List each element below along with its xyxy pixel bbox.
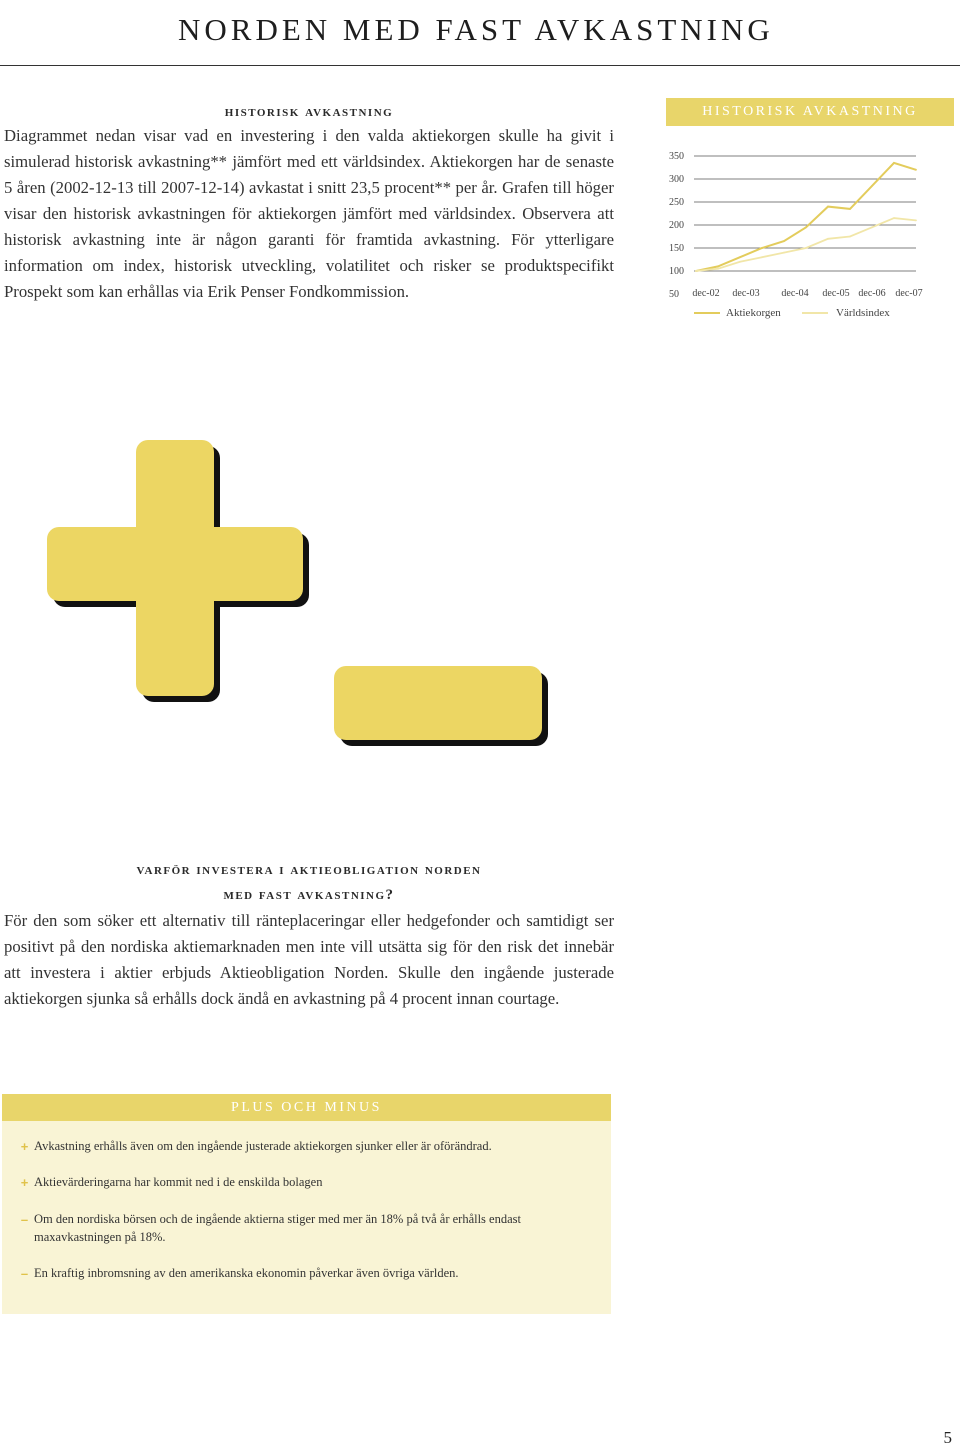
plus-minus-header: PLUS OCH MINUS bbox=[2, 1094, 611, 1121]
x-tick-label: dec-02 bbox=[692, 288, 720, 299]
chart-header: HISTORISK AVKASTNING bbox=[666, 98, 954, 126]
plus-item-text: Avkastning erhålls även om den ingående justerade aktiekorgen sjunker eller är oförändrad. bbox=[34, 1139, 492, 1153]
data-point bbox=[849, 236, 851, 238]
historical-chart bbox=[666, 98, 954, 328]
historical-paragraph: Diagrammet nedan visar vad en investering i den valda aktiekorgen skulle ha givit i simulerad historisk avkastning** jämfört med ett världsindex. Aktiekorgen har de senaste 5 åren (2002-12-13 till 2007-12-14) avkastat i snitt 23,5 procent** per år. Grafen till höger visar den historisk avkastningen för aktiekorgen jämfört med världsindex. Observera att historisk avkastning inte är någon garanti för framtida avkastning. För ytterligare information om index, historisk utveckling, volatilitet och risker se produktspecifikt Prospekt som kan erhållas via Erik Penser Fondkommission. bbox=[4, 126, 614, 301]
data-point bbox=[915, 220, 917, 222]
legend-label: Världsindex bbox=[836, 307, 890, 319]
y-tick-label: 100 bbox=[669, 266, 684, 277]
plus-symbol-icon: + bbox=[20, 1139, 29, 1154]
legend-label: Aktiekorgen bbox=[726, 307, 781, 319]
plus-minus-box bbox=[2, 1094, 611, 1314]
data-point bbox=[871, 226, 873, 228]
data-point bbox=[783, 240, 785, 242]
minus-item bbox=[20, 1210, 600, 1246]
data-point bbox=[761, 256, 763, 258]
data-point bbox=[717, 266, 719, 268]
data-point bbox=[827, 206, 829, 208]
y-tick-label: 150 bbox=[669, 243, 684, 254]
data-point bbox=[761, 247, 763, 249]
data-point bbox=[805, 247, 807, 249]
data-point bbox=[739, 261, 741, 263]
historical-section bbox=[4, 104, 614, 305]
data-point bbox=[893, 217, 895, 219]
minus-icon bbox=[334, 666, 542, 740]
minus-item-text: Om den nordiska börsen och de ingående aktierna stiger med mer än 18% på två år erhålls endast maxavkastningen på 18%. bbox=[34, 1212, 521, 1244]
minus-item-text: En kraftig inbromsning av den amerikanska ekonomin påverkar även övriga världen. bbox=[34, 1266, 459, 1280]
why-paragraph: För den som söker ett alternativ till ränteplaceringar eller hedgefonder och samtidigt ser positivt på den nordiska aktiemarknaden men inte vill utsätta sig för den risk det innebär att investera i aktier erbjuds Aktieobligation Norden. Skulle den ingående justerade aktiekorgen sjunka så erhålls dock ändå en avkastning på 4 procent innan courtage. bbox=[4, 911, 614, 1008]
data-point bbox=[805, 226, 807, 228]
data-point bbox=[915, 169, 917, 171]
x-tick-label: dec-06 bbox=[858, 288, 886, 299]
data-point bbox=[717, 268, 719, 270]
plus-icon-horizontal bbox=[47, 527, 303, 601]
y-tick-label: 50 bbox=[669, 289, 679, 300]
plus-item bbox=[20, 1173, 600, 1191]
x-tick-label: dec-05 bbox=[822, 288, 850, 299]
y-tick-label: 350 bbox=[669, 151, 684, 162]
minus-symbol-icon: – bbox=[20, 1266, 29, 1281]
x-tick-label: dec-03 bbox=[732, 288, 760, 299]
data-point bbox=[849, 208, 851, 210]
data-point bbox=[783, 252, 785, 254]
why-heading-line2: med fast avkastning? bbox=[223, 887, 395, 903]
minus-item bbox=[20, 1264, 600, 1282]
x-tick-label: dec-04 bbox=[781, 288, 809, 299]
plus-item bbox=[20, 1137, 600, 1155]
x-tick-label: dec-07 bbox=[895, 288, 923, 299]
page-title: NORDEN MED FAST AVKASTNING bbox=[178, 12, 774, 47]
data-point bbox=[739, 256, 741, 258]
y-tick-label: 250 bbox=[669, 197, 684, 208]
why-invest-section bbox=[4, 858, 614, 1012]
title-divider bbox=[0, 65, 960, 66]
page-number: 5 bbox=[943, 1428, 952, 1447]
y-tick-label: 300 bbox=[669, 174, 684, 185]
plus-item-text: Aktievärderingarna har kommit ned i de enskilda bolagen bbox=[34, 1175, 323, 1189]
minus-symbol-icon: – bbox=[20, 1212, 29, 1227]
data-point bbox=[871, 185, 873, 187]
y-tick-label: 200 bbox=[669, 220, 684, 231]
chart-plot bbox=[666, 126, 954, 328]
data-point bbox=[695, 270, 697, 272]
historical-heading: historisk avkastning bbox=[224, 104, 394, 120]
data-point bbox=[893, 162, 895, 164]
why-heading-line1: varför investera i aktieobligation norden bbox=[136, 862, 482, 878]
data-point bbox=[827, 238, 829, 240]
plus-symbol-icon: + bbox=[20, 1175, 29, 1190]
